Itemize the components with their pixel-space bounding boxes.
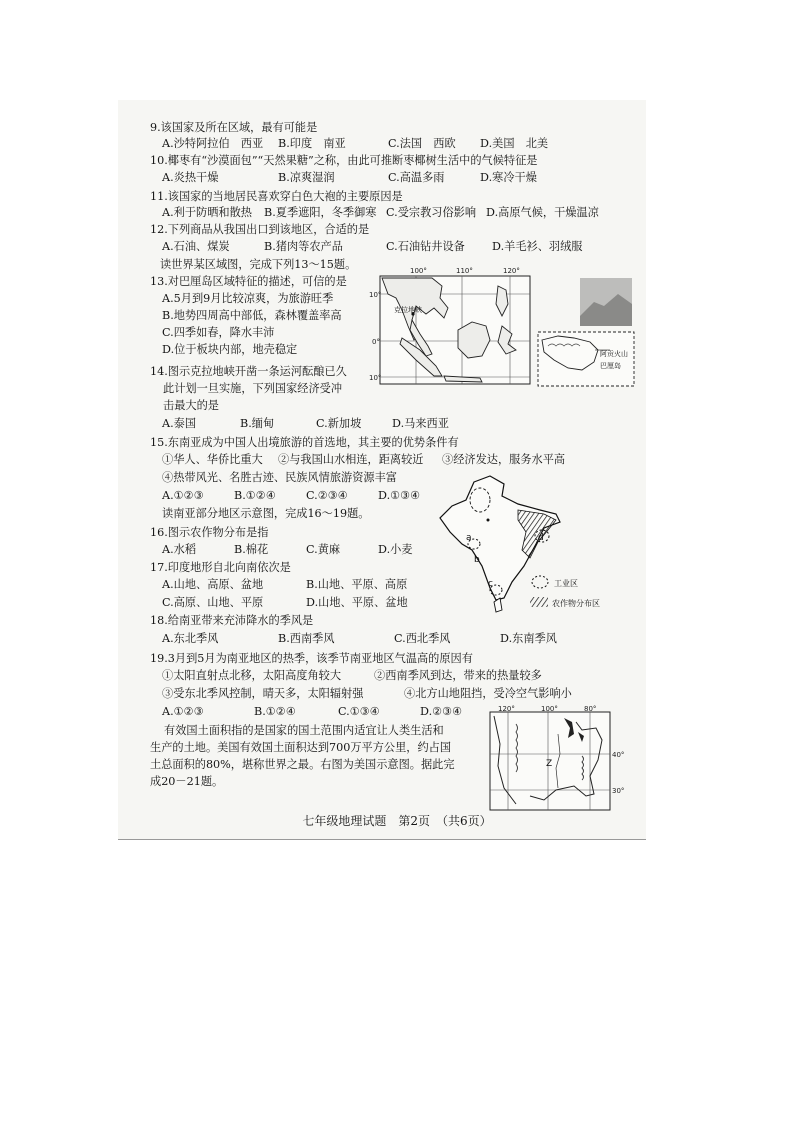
q10-option-c[interactable]: C.高温多雨 bbox=[388, 171, 445, 184]
q15-item-2: ②与我国山水相连，距离较近 bbox=[278, 453, 424, 466]
legend-industrial-symbol bbox=[532, 576, 548, 588]
sri-lanka bbox=[494, 598, 502, 612]
q15-item-4: ④热带风光、名胜古迹、民族风情旅游资源丰富 bbox=[162, 471, 397, 484]
us-lat-label-30: 30° bbox=[612, 787, 625, 795]
q12-option-a[interactable]: A.石油、煤炭 bbox=[162, 240, 230, 253]
q17-option-c[interactable]: C.高原、山地、平原 bbox=[162, 596, 264, 609]
us-region-z-label: Z bbox=[546, 759, 553, 769]
q11-option-c[interactable]: C.受宗教习俗影响 bbox=[386, 206, 477, 219]
q19-item-3: ③受东北季风控制，晴天多，太阳辐射强 bbox=[162, 687, 364, 700]
para-20-line3: 土总面积的80%，堪称世界之最。右图为美国示意图。据此完 bbox=[150, 758, 455, 771]
q19-option-d[interactable]: D.②③④ bbox=[420, 705, 463, 718]
q15-stem: 15.东南亚成为中国人出境旅游的首选地，其主要的优势条件有 bbox=[150, 436, 459, 449]
q12-option-b[interactable]: B.猪肉等农产品 bbox=[264, 240, 343, 253]
q9-option-b[interactable]: B.印度 南亚 bbox=[278, 137, 346, 150]
q19-stem: 19.3月到5月为南亚地区的热季，该季节南亚地区气温高的原因有 bbox=[150, 652, 473, 665]
q19-option-a[interactable]: A.①②③ bbox=[162, 705, 204, 718]
q13-option-d[interactable]: D.位于板块内部，地壳稳定 bbox=[162, 343, 298, 356]
q19-item-4: ④北方山地阻挡，受冷空气影响小 bbox=[404, 687, 572, 700]
q13-stem: 13.对巴厘岛区域特征的描述，可信的是 bbox=[150, 275, 347, 288]
q9-option-c[interactable]: C.法国 西欧 bbox=[388, 137, 456, 150]
q9-option-a[interactable]: A.沙特阿拉伯 西亚 bbox=[162, 137, 264, 150]
q14-option-a[interactable]: A.泰国 bbox=[162, 417, 197, 430]
q19-item-1: ①太阳直射点北移，太阳高度角较大 bbox=[162, 669, 342, 682]
q13-option-a[interactable]: A.5月到9月比较凉爽，为旅游旺季 bbox=[162, 292, 334, 305]
us-lon-label-100: 100° bbox=[541, 705, 558, 713]
q12-option-c[interactable]: C.石油钻井设备 bbox=[386, 240, 465, 253]
q16-option-c[interactable]: C.黄麻 bbox=[306, 543, 341, 556]
point-b-label: b bbox=[474, 555, 480, 565]
q17-option-a[interactable]: A.山地、高原、盆地 bbox=[162, 578, 264, 591]
para-20-line4: 成20－21题。 bbox=[150, 775, 224, 788]
south-asia-map bbox=[432, 470, 622, 620]
lat-label-0: 0° bbox=[372, 338, 380, 346]
q15-item-3: ③经济发达，服务水平高 bbox=[442, 453, 566, 466]
q18-option-c[interactable]: C.西北季风 bbox=[394, 632, 451, 645]
agung-volcano-label: 阿贡火山 bbox=[600, 350, 628, 358]
q11-option-d[interactable]: D.高原气候，干燥温凉 bbox=[486, 206, 599, 219]
para-20-line2: 生产的土地。美国有效国土面积达到700万平方公里，约占国 bbox=[150, 741, 452, 754]
legend-industrial-label: 工业区 bbox=[554, 579, 578, 588]
bottom-rule bbox=[118, 839, 646, 840]
q19-item-2: ②西南季风到达，带来的热量较多 bbox=[374, 669, 542, 682]
q17-stem: 17.印度地形自北向南依次是 bbox=[150, 561, 291, 574]
q14-option-d[interactable]: D.马来西亚 bbox=[392, 417, 449, 430]
q18-option-b[interactable]: B.西南季风 bbox=[278, 632, 335, 645]
q18-option-a[interactable]: A.东北季风 bbox=[162, 632, 219, 645]
q15-option-a[interactable]: A.①②③ bbox=[162, 489, 204, 502]
legend-crop-symbol bbox=[530, 597, 548, 607]
legend-crop-label: 农作物分布区 bbox=[552, 599, 600, 608]
q15-option-d[interactable]: D.①③④ bbox=[378, 489, 421, 502]
bali-island-label: 巴厘岛 bbox=[600, 362, 621, 370]
q16-stem: 16.图示农作物分布是指 bbox=[150, 526, 269, 539]
q15-item-1: ①华人、华侨比重大 bbox=[162, 453, 263, 466]
q14-option-c[interactable]: C.新加坡 bbox=[316, 417, 362, 430]
lat-label-10s: 10° bbox=[369, 374, 382, 382]
q16-option-d[interactable]: D.小麦 bbox=[378, 543, 413, 556]
southeast-asia-map bbox=[369, 264, 640, 392]
q12-stem: 12.下列商品从我国出口到该地区，合适的是 bbox=[150, 223, 370, 236]
us-lon-label-80: 80° bbox=[584, 705, 597, 713]
q15-option-b[interactable]: B.①②④ bbox=[234, 489, 276, 502]
us-lat-label-40: 40° bbox=[612, 751, 625, 759]
q11-option-a[interactable]: A.利于防晒和散热 bbox=[162, 206, 252, 219]
q14-stem-3: 击最大的是 bbox=[163, 399, 219, 412]
page-footer: 七年级地理试题 第2页 （共6页） bbox=[302, 814, 492, 828]
q16-option-b[interactable]: B.棉花 bbox=[234, 543, 269, 556]
point-d-label: d bbox=[538, 533, 544, 543]
q11-stem: 11.该国家的当地居民喜欢穿白色大袍的主要原因是 bbox=[150, 190, 403, 203]
lat-label-10n: 10° bbox=[369, 291, 382, 299]
q9-option-d[interactable]: D.美国 北美 bbox=[480, 137, 549, 150]
us-lon-label-120: 120° bbox=[498, 705, 515, 713]
q13-option-c[interactable]: C.四季如春，降水丰沛 bbox=[162, 326, 275, 339]
q18-option-d[interactable]: D.东南季风 bbox=[500, 632, 557, 645]
intro-16-19: 读南亚部分地区示意图，完成16～19题。 bbox=[162, 507, 370, 520]
q14-stem-1: 14.图示克拉地峡开凿一条运河酝酿已久 bbox=[150, 365, 347, 378]
q11-option-b[interactable]: B.夏季遮阳，冬季御寒 bbox=[264, 206, 377, 219]
q9-stem: 9.该国家及所在区域，最有可能是 bbox=[150, 121, 318, 134]
point-a-label: a bbox=[466, 533, 472, 543]
q12-option-d[interactable]: D.羊毛衫、羽绒服 bbox=[492, 240, 583, 253]
q14-stem-2: 此计划一旦实施，下列国家经济受冲 bbox=[163, 382, 343, 395]
q10-option-d[interactable]: D.寒冷干燥 bbox=[480, 171, 537, 184]
q15-option-c[interactable]: C.②③④ bbox=[306, 489, 348, 502]
kra-isthmus-label: 克拉地峡 bbox=[394, 306, 422, 314]
q10-option-b[interactable]: B.凉爽湿润 bbox=[278, 171, 335, 184]
q14-option-b[interactable]: B.缅甸 bbox=[240, 417, 275, 430]
q16-option-a[interactable]: A.水稻 bbox=[162, 543, 197, 556]
q13-option-b[interactable]: B.地势四周高中部低，森林覆盖率高 bbox=[162, 309, 342, 322]
q18-stem: 18.给南亚带来充沛降水的季风是 bbox=[150, 614, 314, 627]
q10-option-a[interactable]: A.炎热干燥 bbox=[162, 171, 219, 184]
point-c-label: c bbox=[488, 579, 493, 589]
lon-label-110: 110° bbox=[456, 267, 473, 275]
q10-stem: 10.椰枣有“沙漠面包”“天然果糖”之称，由此可推断枣椰树生活中的气候特征是 bbox=[150, 154, 538, 167]
usa-map bbox=[486, 704, 636, 814]
q19-option-c[interactable]: C.①③④ bbox=[338, 705, 380, 718]
q19-option-b[interactable]: B.①②④ bbox=[254, 705, 296, 718]
para-20-line1: 有效国土面积指的是国家的国土范围内适宜让人类生活和 bbox=[164, 724, 444, 737]
lon-label-100: 100° bbox=[410, 267, 427, 275]
lon-label-120: 120° bbox=[503, 267, 520, 275]
q17-option-b[interactable]: B.山地、平原、高原 bbox=[306, 578, 408, 591]
q17-option-d[interactable]: D.山地、平原、盆地 bbox=[306, 596, 408, 609]
intro-13-15: 读世界某区域图，完成下列13～15题。 bbox=[160, 258, 357, 271]
